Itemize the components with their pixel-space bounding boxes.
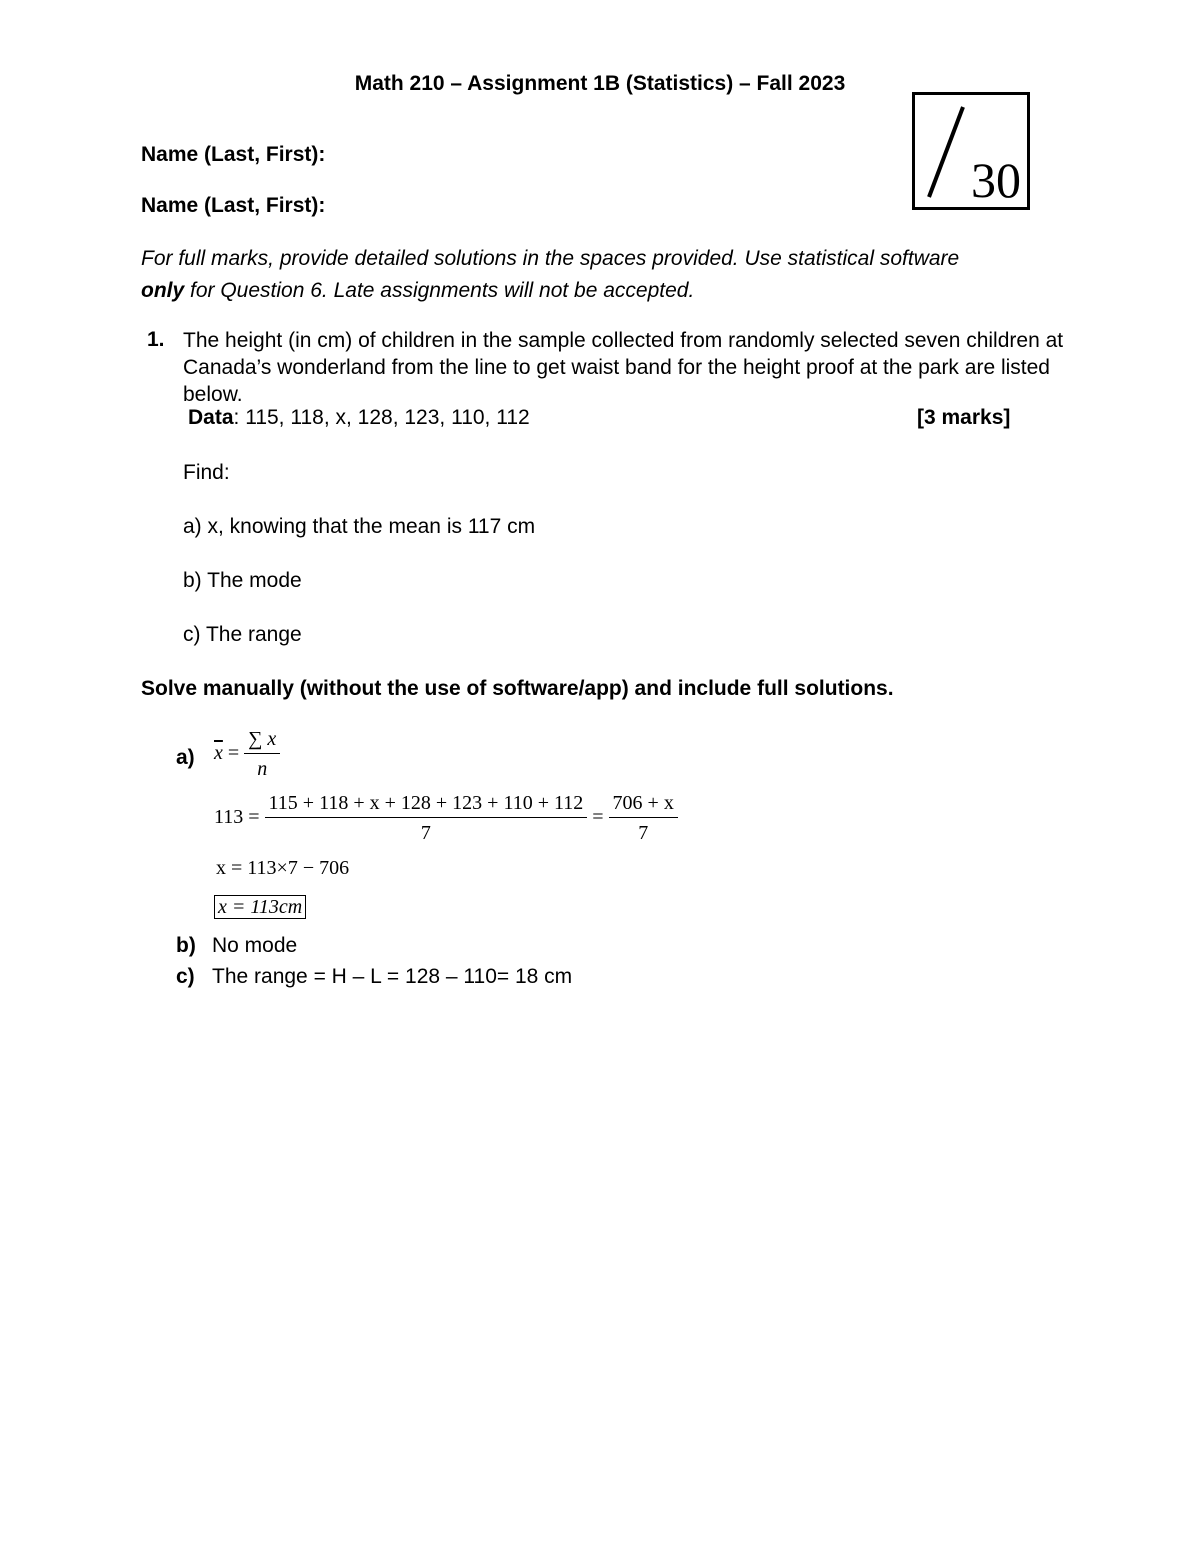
part-a-question: a) x, knowing that the mean is 117 cm xyxy=(183,515,536,538)
mean-equals: = xyxy=(222,742,240,765)
page-title: Math 210 – Assignment 1B (Statistics) – Fall 2023 xyxy=(354,72,846,95)
name-field-label-1: Name (Last, First): xyxy=(141,143,326,166)
part-c-question: c) The range xyxy=(183,623,302,646)
question-text: The height (in cm) of children in the sample collected from randomly selected seven children at Canada’s wonderland from the line to get waist band for the height proof at the park are listed below. xyxy=(183,329,1064,406)
marks-label: [3 marks] xyxy=(917,406,1011,429)
data-line xyxy=(188,406,530,430)
data-values: : 115, 118, x, 128, 123, 110, 112 xyxy=(233,406,530,429)
find-label: Find: xyxy=(183,461,230,484)
mean-denominator: n xyxy=(257,758,268,780)
data-label: Data xyxy=(188,406,234,429)
mean-formula xyxy=(214,728,280,781)
instructions-emphasis: only xyxy=(141,279,185,302)
boxed-result: x = 113cm xyxy=(214,895,306,919)
score-total: 30 xyxy=(971,152,1021,208)
solution-c-label: c) xyxy=(176,965,195,988)
mean-symbol: $\overline{x}$ xyxy=(214,742,223,765)
question-number: 1. xyxy=(147,328,165,351)
instructions-part1: For full marks, provide detailed solutions in the spaces provided. Use statistical software xyxy=(141,247,960,270)
equation-step-1 xyxy=(214,792,678,845)
solution-c-text: The range = H – L = 128 – 110= 18 cm xyxy=(212,965,573,988)
solution-b-text: No mode xyxy=(212,934,298,957)
instructions-part2: for Question 6. Late assignments will not be accepted. xyxy=(184,279,695,302)
solution-b-label: b) xyxy=(176,934,196,957)
part-b-question: b) The mode xyxy=(183,569,302,592)
step1-denominator: 7 xyxy=(420,822,431,844)
mean-numerator: ∑ x xyxy=(244,728,280,754)
final-answer xyxy=(214,896,306,919)
solution-heading: Solve manually (without the use of software/app) and include full solutions. xyxy=(141,677,894,700)
step1-equals: = xyxy=(592,806,604,829)
step1-numerator-2: 706 + x xyxy=(609,792,678,818)
name-field-label-2: Name (Last, First): xyxy=(141,194,326,217)
solution-a-label: a) xyxy=(176,746,195,769)
instructions xyxy=(141,243,1081,307)
score-box xyxy=(912,92,1030,210)
step1-denominator-2: 7 xyxy=(638,822,649,844)
step1-numerator: 115 + 118 + x + 128 + 123 + 110 + 112 xyxy=(265,792,588,818)
equation-step-2: x = 113×7 − 706 xyxy=(216,857,350,879)
step1-lhs: 113 = xyxy=(214,806,260,829)
